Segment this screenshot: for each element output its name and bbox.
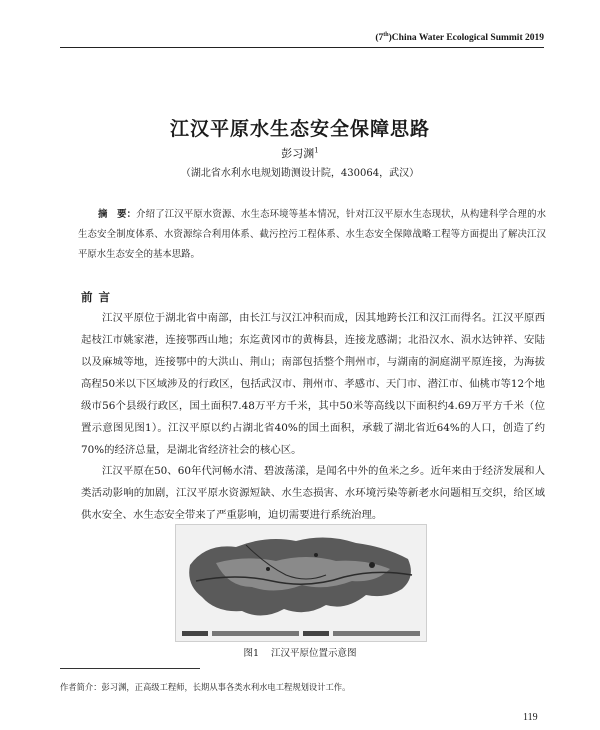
- page-number: 119: [523, 712, 538, 723]
- city-marker: [314, 553, 318, 557]
- author-footnote: 作者简介：彭习渊，正高级工程师，长期从事各类水利水电工程规划设计工作。: [60, 682, 351, 692]
- legend-swatch: [182, 631, 208, 636]
- author-line: [0, 145, 600, 161]
- abstract-label: 摘 要：: [98, 209, 137, 220]
- running-head-prefix: (7: [375, 33, 384, 44]
- footnote-rule: [60, 668, 200, 669]
- author-name: 彭习渊: [281, 147, 315, 160]
- running-head-sup: th: [383, 32, 389, 38]
- abstract-text: 介绍了江汉平原水资源、水生态环境等基本情况，针对江汉平原水生态现状，从构建科学合理的水生态安全制度体系、水资源综合利用体系、截污控污工程体系、水生态安全保障战略工程等方面提出了解决江汉平原水生态安全的基本思路。: [78, 209, 546, 260]
- running-head-suffix: )China Water Ecological Summit 2019: [388, 33, 544, 44]
- body-paragraph-2: 江汉平原在50、60年代河畅水清、碧波荡漾，是闻名中外的鱼米之乡。近年来由于经济发展和人类活动影响的加剧，江汉平原水资源短缺、水生态损害、水环境污染等新老水问题相互交织，给区域供水安全、水生态安全带来了严重影响，迫切需要进行系统治理。: [81, 465, 545, 521]
- map-illustration: [176, 525, 426, 629]
- figure-caption-text: 江汉平原位置示意图: [271, 648, 357, 659]
- author-sup: 1: [314, 146, 319, 155]
- legend-swatch: [212, 631, 299, 636]
- legend-swatch: [303, 631, 329, 636]
- affiliation: （湖北省水利水电规划勘测设计院，430064，武汉）: [180, 168, 420, 179]
- header-rule: [60, 47, 544, 48]
- city-marker: [266, 567, 270, 571]
- legend-swatch: [333, 631, 420, 636]
- paper-title: 江汉平原水生态安全保障思路: [169, 118, 430, 140]
- body-paragraph-1: 江汉平原位于湖北省中南部，由长江与汉江冲积而成，因其地跨长江和汉江而得名。江汉平原西起枝江市姚家港，连接鄂西山地；东迄黄冈市的黄梅县，连接龙感湖；北沿汉水、涢水达钟祥、安陆以及麻城等地，连接鄂中的大洪山、荆山；南部包括整个荆州市，与湖南的洞庭湖平原连接，为海拔高程50米以下区域涉及的行政区，包括武汉市、荆州市、孝感市、天门市、潜江市、仙桃市等12个地级市56个县级行政区，国土面积7.48万平方千米，其中50米等高线以下面积约4.69万平方千米（位置示意图见图1）。江汉平原以约占湖北省40%的国土面积，承载了湖北省近64%的人口，创造了约70%的经济总量，是湖北省经济社会的核心区。: [81, 312, 545, 456]
- city-marker: [369, 562, 375, 568]
- figure-caption: [0, 645, 600, 659]
- figure-label: 图1: [243, 648, 260, 659]
- abstract: [78, 205, 546, 265]
- location-map-figure: [175, 524, 427, 642]
- section-heading: 前言: [81, 290, 116, 304]
- map-legend: [182, 628, 420, 638]
- running-head: [60, 32, 544, 43]
